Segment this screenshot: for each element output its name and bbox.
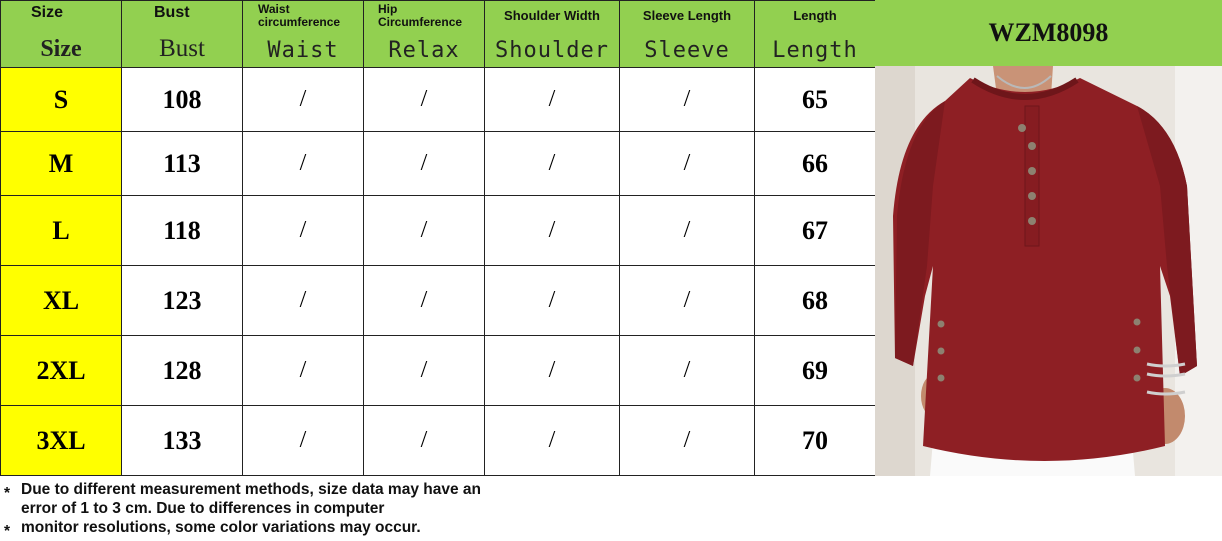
table-row bbox=[1, 196, 876, 266]
size-cell: L bbox=[1, 196, 122, 266]
header-sleeve-en: Sleeve Length bbox=[642, 8, 732, 23]
product-photo bbox=[875, 66, 1222, 476]
header-sleeve bbox=[620, 1, 755, 68]
sleeve-cell: / bbox=[620, 196, 755, 266]
shoulder-cell: / bbox=[485, 132, 620, 196]
header-bust bbox=[122, 1, 243, 68]
size-cell: XL bbox=[1, 266, 122, 336]
sleeve-cell: / bbox=[620, 132, 755, 196]
header-waist bbox=[243, 1, 364, 68]
bust-cell: 108 bbox=[122, 68, 243, 132]
length-cell: 68 bbox=[755, 266, 876, 336]
header-shoulder-sub: Shoulder bbox=[495, 38, 609, 63]
waist-cell: / bbox=[243, 406, 364, 476]
sleeve-cell: / bbox=[620, 266, 755, 336]
header-length-sub: Length bbox=[772, 38, 858, 63]
header-hip bbox=[364, 1, 485, 68]
header-hip-en: Hip Circumference bbox=[378, 2, 463, 29]
waist-cell: / bbox=[243, 196, 364, 266]
length-cell: 65 bbox=[755, 68, 876, 132]
header-length bbox=[755, 1, 876, 68]
length-cell: 69 bbox=[755, 336, 876, 406]
shoulder-cell: / bbox=[485, 406, 620, 476]
note-text: monitor resolutions, some color variations may occur. bbox=[21, 519, 421, 536]
table-row bbox=[1, 68, 876, 132]
table-row bbox=[1, 336, 876, 406]
asterisk-marker: * bbox=[4, 485, 11, 502]
size-cell: 2XL bbox=[1, 336, 122, 406]
header-hip-sub: Relax bbox=[388, 38, 460, 63]
bust-cell: 123 bbox=[122, 266, 243, 336]
table-row bbox=[1, 132, 876, 196]
bust-cell: 128 bbox=[122, 336, 243, 406]
hip-cell: / bbox=[364, 132, 485, 196]
size-cell: S bbox=[1, 68, 122, 132]
header-row bbox=[1, 1, 876, 68]
sleeve-cell: / bbox=[620, 68, 755, 132]
waist-cell: / bbox=[243, 336, 364, 406]
header-size-en: Size bbox=[31, 4, 64, 21]
sleeve-cell: / bbox=[620, 336, 755, 406]
waist-cell: / bbox=[243, 132, 364, 196]
shoulder-cell: / bbox=[485, 266, 620, 336]
note-text: Due to different measurement methods, size data may have an error of 1 to 3 cm. Due to differences in computer bbox=[21, 481, 481, 517]
header-waist-en: Waist circumference bbox=[258, 2, 341, 29]
header-sleeve-sub: Sleeve bbox=[644, 38, 730, 63]
bust-cell: 113 bbox=[122, 132, 243, 196]
header-shoulder bbox=[485, 1, 620, 68]
length-cell: 67 bbox=[755, 196, 876, 266]
header-shoulder-en: Shoulder Width bbox=[504, 8, 600, 23]
shoulder-cell: / bbox=[485, 196, 620, 266]
header-length-en: Length bbox=[793, 8, 837, 23]
header-bust-sub: Bust bbox=[159, 35, 205, 62]
hip-cell: / bbox=[364, 196, 485, 266]
hip-cell: / bbox=[364, 68, 485, 132]
size-cell: 3XL bbox=[1, 406, 122, 476]
header-bust-en: Bust bbox=[154, 4, 190, 21]
note-item bbox=[4, 518, 499, 540]
product-code: WZM8098 bbox=[875, 0, 1222, 66]
header-size bbox=[1, 1, 122, 68]
header-size-sub: Size bbox=[40, 36, 82, 62]
disclaimer-notes bbox=[4, 480, 499, 540]
length-cell: 66 bbox=[755, 132, 876, 196]
shoulder-cell: / bbox=[485, 68, 620, 132]
shoulder-cell: / bbox=[485, 336, 620, 406]
bust-cell: 133 bbox=[122, 406, 243, 476]
size-cell: M bbox=[1, 132, 122, 196]
model-sweater-illustration bbox=[875, 66, 1222, 476]
table-row bbox=[1, 266, 876, 336]
waist-cell: / bbox=[243, 266, 364, 336]
asterisk-marker: * bbox=[4, 523, 11, 540]
hip-cell: / bbox=[364, 406, 485, 476]
length-cell: 70 bbox=[755, 406, 876, 476]
table-row bbox=[1, 406, 876, 476]
bust-cell: 118 bbox=[122, 196, 243, 266]
hip-cell: / bbox=[364, 266, 485, 336]
header-waist-sub: Waist bbox=[267, 38, 339, 63]
hip-cell: / bbox=[364, 336, 485, 406]
sleeve-cell: / bbox=[620, 406, 755, 476]
note-item bbox=[4, 480, 499, 518]
waist-cell: / bbox=[243, 68, 364, 132]
